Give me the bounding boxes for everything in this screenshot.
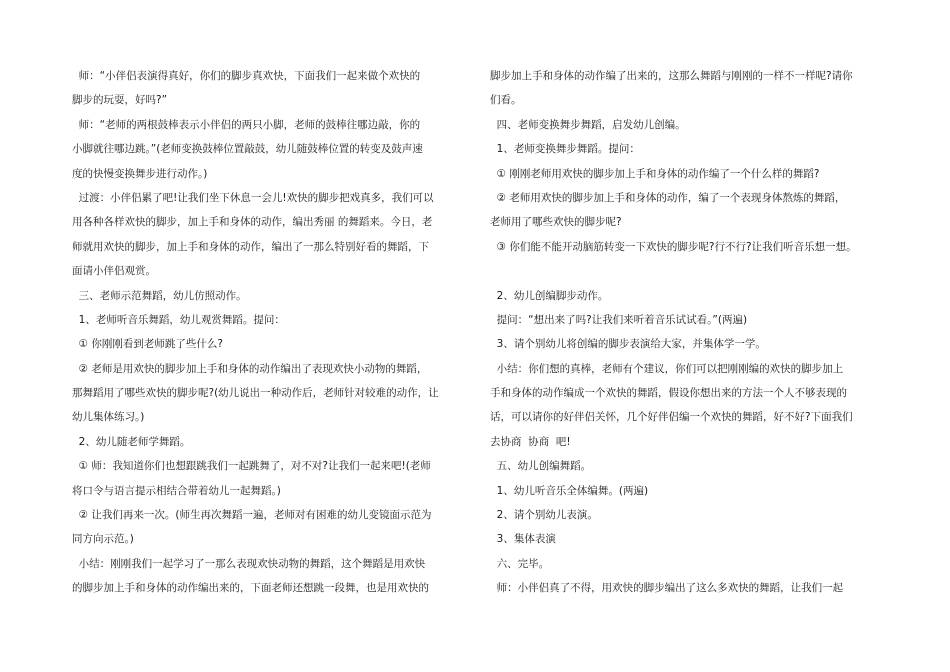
text-line: 那舞蹈用了哪些欢快的脚步呢?(幼儿说出一种动作后，老师针对较难的动作，让 (72, 387, 439, 400)
text-line: 小结：你们想的真棒，老师有个建议，你们可以把刚刚编的欢快的脚步加上 (490, 362, 844, 375)
text-line: 1、老师变换舞步舞蹈。提问： (490, 143, 640, 156)
text-line: 3、请个别幼儿将创编的脚步表演给大家，并集体学一学。 (490, 338, 766, 351)
text-line: 过渡：小伴侣累了吧!让我们坐下休息一会儿!欢快的脚步把戏真多，我们可以 (72, 191, 434, 204)
text-line: ② 让我们再来一次。(师生再次舞蹈一遍，老师对有困难的幼儿变镜面示范为 (72, 509, 432, 522)
text-line: 同方向示范。) (72, 533, 134, 546)
text-line: 3、集体表演 (490, 533, 556, 546)
text-line: 1、幼儿听音乐全体编舞。(两遍) (490, 484, 649, 497)
text-line: 2、幼儿创编脚步动作。 (490, 289, 609, 302)
text-line: ② 老师用欢快的脚步加上手和身体的动作，编了一个表现身体熬炼的舞蹈， (490, 191, 846, 204)
text-line: 度的快慢变换舞步进行动作。) (72, 167, 208, 180)
text-line: 老师用了哪些欢快的脚步呢? (490, 216, 622, 229)
right-text-column (490, 64, 882, 601)
left-text-column (72, 64, 462, 601)
text-line: 1、老师听音乐舞蹈，幼儿观赏舞蹈。提问： (72, 313, 285, 326)
text-line: 小结：刚刚我们一起学习了一那么表现欢快动物的舞蹈，这个舞蹈是用欢快 (72, 557, 426, 570)
section-heading: 三、老师示范舞蹈，幼儿仿照动作。 (72, 289, 247, 302)
text-line: 的脚步加上手和身体的动作编出来的，下面老师还想跳一段舞，也是用欢快的 (72, 582, 429, 595)
text-line: 师：“老师的两根鼓棒表示小伴侣的两只小脚，老师的鼓棒往哪边敲，你的 (72, 118, 421, 131)
section-heading: 四、老师变换舞步舞蹈，启发幼儿创编。 (490, 118, 686, 131)
text-line: 们看。 (490, 94, 522, 107)
text-line: 小脚就往哪边跳。”(老师变换鼓棒位置敲鼓，幼儿随鼓棒位置的转变及鼓声速 (72, 143, 423, 156)
text-line: 提问：“想出来了吗?让我们来听着音乐试试看。”(两遍) (490, 313, 748, 326)
text-line: ① 师：我知道你们也想跟跳我们一起跳舞了，对不对?让我们一起来吧!(老师 (72, 460, 431, 473)
text-line: 手和身体的动作编成一个欢快的舞蹈，假设你想出来的方法一个人不够表现的 (490, 387, 847, 400)
section-heading: 六、完毕。 (490, 557, 550, 570)
text-line: 2、请个别幼儿表演。 (490, 509, 598, 522)
text-line: ① 你刚刚看到老师跳了些什么? (72, 338, 223, 351)
text-line: 面请小伴侣观赏。 (72, 265, 156, 278)
text-line: 用各种各样欢快的脚步，加上手和身体的动作，编出秀丽 的舞蹈来。今日，老 (72, 216, 433, 229)
text-line: 2、幼儿随老师学舞蹈。 (72, 435, 191, 448)
text-line: 师就用欢快的脚步，加上手和身体的动作，编出了一那么特别好看的舞蹈，下 (72, 240, 429, 253)
section-heading: 五、幼儿创编舞蹈。 (490, 460, 592, 473)
blank-line (490, 259, 882, 283)
text-line: ③ 你们能不能开动脑筋转变一下欢快的脚步呢?行不行?让我们听音乐想一想。 (490, 240, 857, 253)
text-line: 师：小伴侣真了不得，用欢快的脚步编出了这么多欢快的舞蹈，让我们一起 (490, 582, 844, 595)
text-line: 将口令与语言提示相结合带着幼儿一起舞蹈。) (72, 484, 281, 497)
text-line: 脚步加上手和身体的动作编了出来的，这那么舞蹈与刚刚的一样不一样呢?请你 (490, 70, 853, 82)
text-line: ② 老师是用欢快的脚步加上手和身体的动作编出了表现欢快小动物的舞蹈， (72, 362, 428, 375)
text-line: 去协商 协商 吧! (490, 435, 571, 448)
text-line: 师：“小伴侣表演得真好，你们的脚步真欢快，下面我们一起来做个欢快的 (72, 70, 421, 82)
text-line: 幼儿集体练习。) (72, 411, 145, 424)
text-line: ① 刚刚老师用欢快的脚步加上手和身体的动作编了一个什么样的舞蹈? (490, 167, 820, 180)
text-line: 话，可以请你的好伴侣关怀，几个好伴侣编一个欢快的舞蹈，好不好?下面我们 (490, 411, 853, 424)
text-line: 脚步的玩耍，好吗?” (72, 94, 168, 107)
